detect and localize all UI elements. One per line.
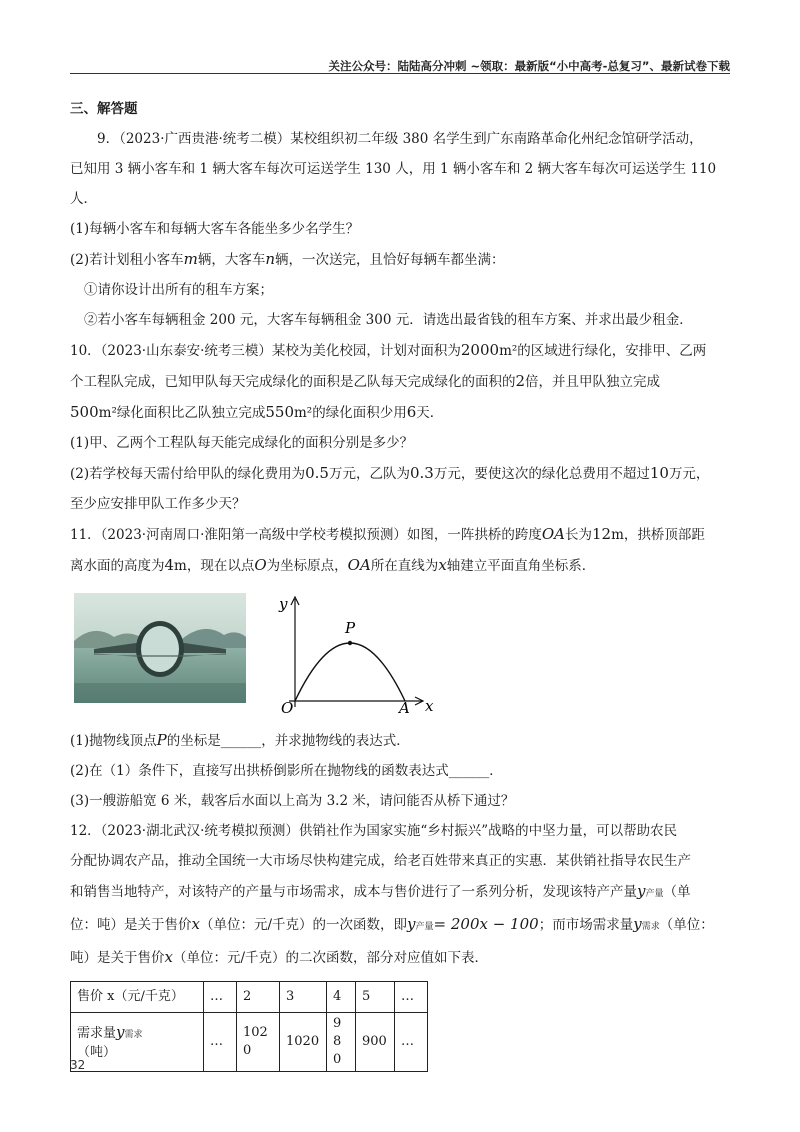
q11-line-2: 离水面的高度为4m，现在以点O为坐标原点，OA所在直线为x轴建立平面直角坐标系． [70, 556, 596, 574]
q11-part-1: (1)抛物线顶点P的坐标是______，并求抛物线的表达式． [70, 731, 410, 749]
page-number: 32 [70, 1058, 86, 1072]
table-cell: 1020 [237, 1013, 280, 1072]
table-cell: 2 [237, 982, 280, 1013]
table-cell: 900 [356, 1013, 395, 1072]
q12-line-5: 吨）是关于售价x（单位：元/千克）的二次函数，部分对应值如下表． [70, 948, 489, 966]
point-p-label: P [345, 619, 356, 637]
q9-line-2: 已知用 3 辆小客车和 1 辆大客车每次可运送学生 130 人，用 1 辆小客车和 2 辆大客车每次可运送学生 110 人． [70, 161, 717, 207]
q9-part-2: (2)若计划租小客车m辆，大客车n辆，一次送完，且恰好每辆车都坐满： [70, 250, 505, 268]
q10-line-1: 10．（2023·山东泰安·统考三模）某校为美化校园，计划对面积为2000m²的区域进行绿化，安排甲、乙两 [70, 341, 707, 359]
q10-part-2-cont: 至少应安排甲队工作多少天？ [70, 496, 246, 512]
table-cell: … [204, 1013, 237, 1072]
header-rule [70, 73, 730, 74]
q11-line-1: 11．（2023·河南周口·淮阳第一高级中学校考模拟预测）如图，一阵拱桥的跨度OA长为12m，拱桥顶部距 [70, 525, 705, 543]
point-a-label: A [399, 699, 410, 714]
table-cell: … [395, 982, 428, 1013]
q11-part-3: (3)一艘游船宽 6 米，载客后水面以上高为 3.2 米，请问能否从桥下通过？ [70, 793, 515, 809]
origin-label: O [281, 699, 294, 714]
q10-part-2: (2)若学校每天需付给甲队的绿化费用为0.5万元，乙队为0.3万元，要使这次的绿化总费用不超过10万元， [70, 464, 710, 482]
price-demand-table [70, 981, 428, 1072]
q12-line-4: 位：吨）是关于售价x（单位：元/千克）的一次函数，即y产量= 200x − 100；而市场需求量y需求（单位： [70, 915, 714, 933]
q10-line-2: 个工程队完成，已知甲队每天完成绿化的面积是乙队每天完成绿化的面积的2倍，并且甲队独立完成 [70, 372, 661, 390]
table-cell: 需求量y需求 （吨） [71, 1013, 204, 1072]
q12-line-1: 12．（2023·湖北武汉·统考模拟预测）供销社作为国家实施“乡村振兴”战略的中坚力量，可以帮助农民 [70, 823, 678, 839]
table-cell: 5 [356, 982, 395, 1013]
q12-line-2: 分配协调农产品，推动全国统一大市场尽快构建完成，给老百姓带来真正的实惠．某供销社指导农民生产 [70, 853, 691, 869]
table-cell: 1020 [280, 1013, 327, 1072]
table-cell: 3 [280, 982, 327, 1013]
q9-line-1: 9．（2023·广西贵港·统考二模）某校组织初二年级 380 名学生到广东南路革命化州纪念馆研学活动， [97, 131, 703, 147]
y-axis-label: y [279, 595, 288, 613]
x-axis-label: x [425, 697, 434, 714]
table-cell: 售价 x（元/千克） [71, 982, 204, 1013]
section-title: 三、解答题 [70, 101, 138, 117]
q11-part-2: (2)在（1）条件下，直接写出拱桥倒影所在抛物线的函数表达式______． [70, 763, 503, 779]
q9-sub-1: ①请你设计出所有的租车方案； [84, 282, 273, 298]
table-row [71, 982, 428, 1013]
table-cell: … [204, 982, 237, 1013]
bridge-photo [74, 593, 246, 703]
parabola-graph [275, 589, 435, 714]
table-cell: 4 [327, 982, 356, 1013]
q11-figures [70, 589, 730, 719]
table-cell: 980 [327, 1013, 356, 1072]
table-row [71, 1013, 428, 1072]
q9-sub-2: ②若小客车每辆租金 200 元，大客车每辆租金 300 元．请选出最省钱的租车方案、并求出最少租金． [84, 312, 693, 328]
table-cell: … [395, 1013, 428, 1072]
q12-line-3: 和销售当地特产，对该特产的产量与市场需求，成本与售价进行了一系列分析，发现该特产产量y产量（单 [70, 882, 691, 900]
q10-part-1: (1)甲、乙两个工程队每天能完成绿化的面积分别是多少？ [70, 435, 414, 451]
document-body [70, 94, 730, 1072]
parabola-curve [295, 643, 405, 701]
q10-line-3: 500m²绿化面积比乙队独立完成550m²的绿化面积少用6天． [70, 403, 444, 421]
vertex-point [348, 641, 352, 645]
page-header: 关注公众号：陆陆高分冲刺 ~领取：最新版“小中高考-总复习”、最新试卷下载 [328, 59, 730, 73]
q9-part-1: (1)每辆小客车和每辆大客车各能坐多少名学生？ [70, 221, 360, 237]
